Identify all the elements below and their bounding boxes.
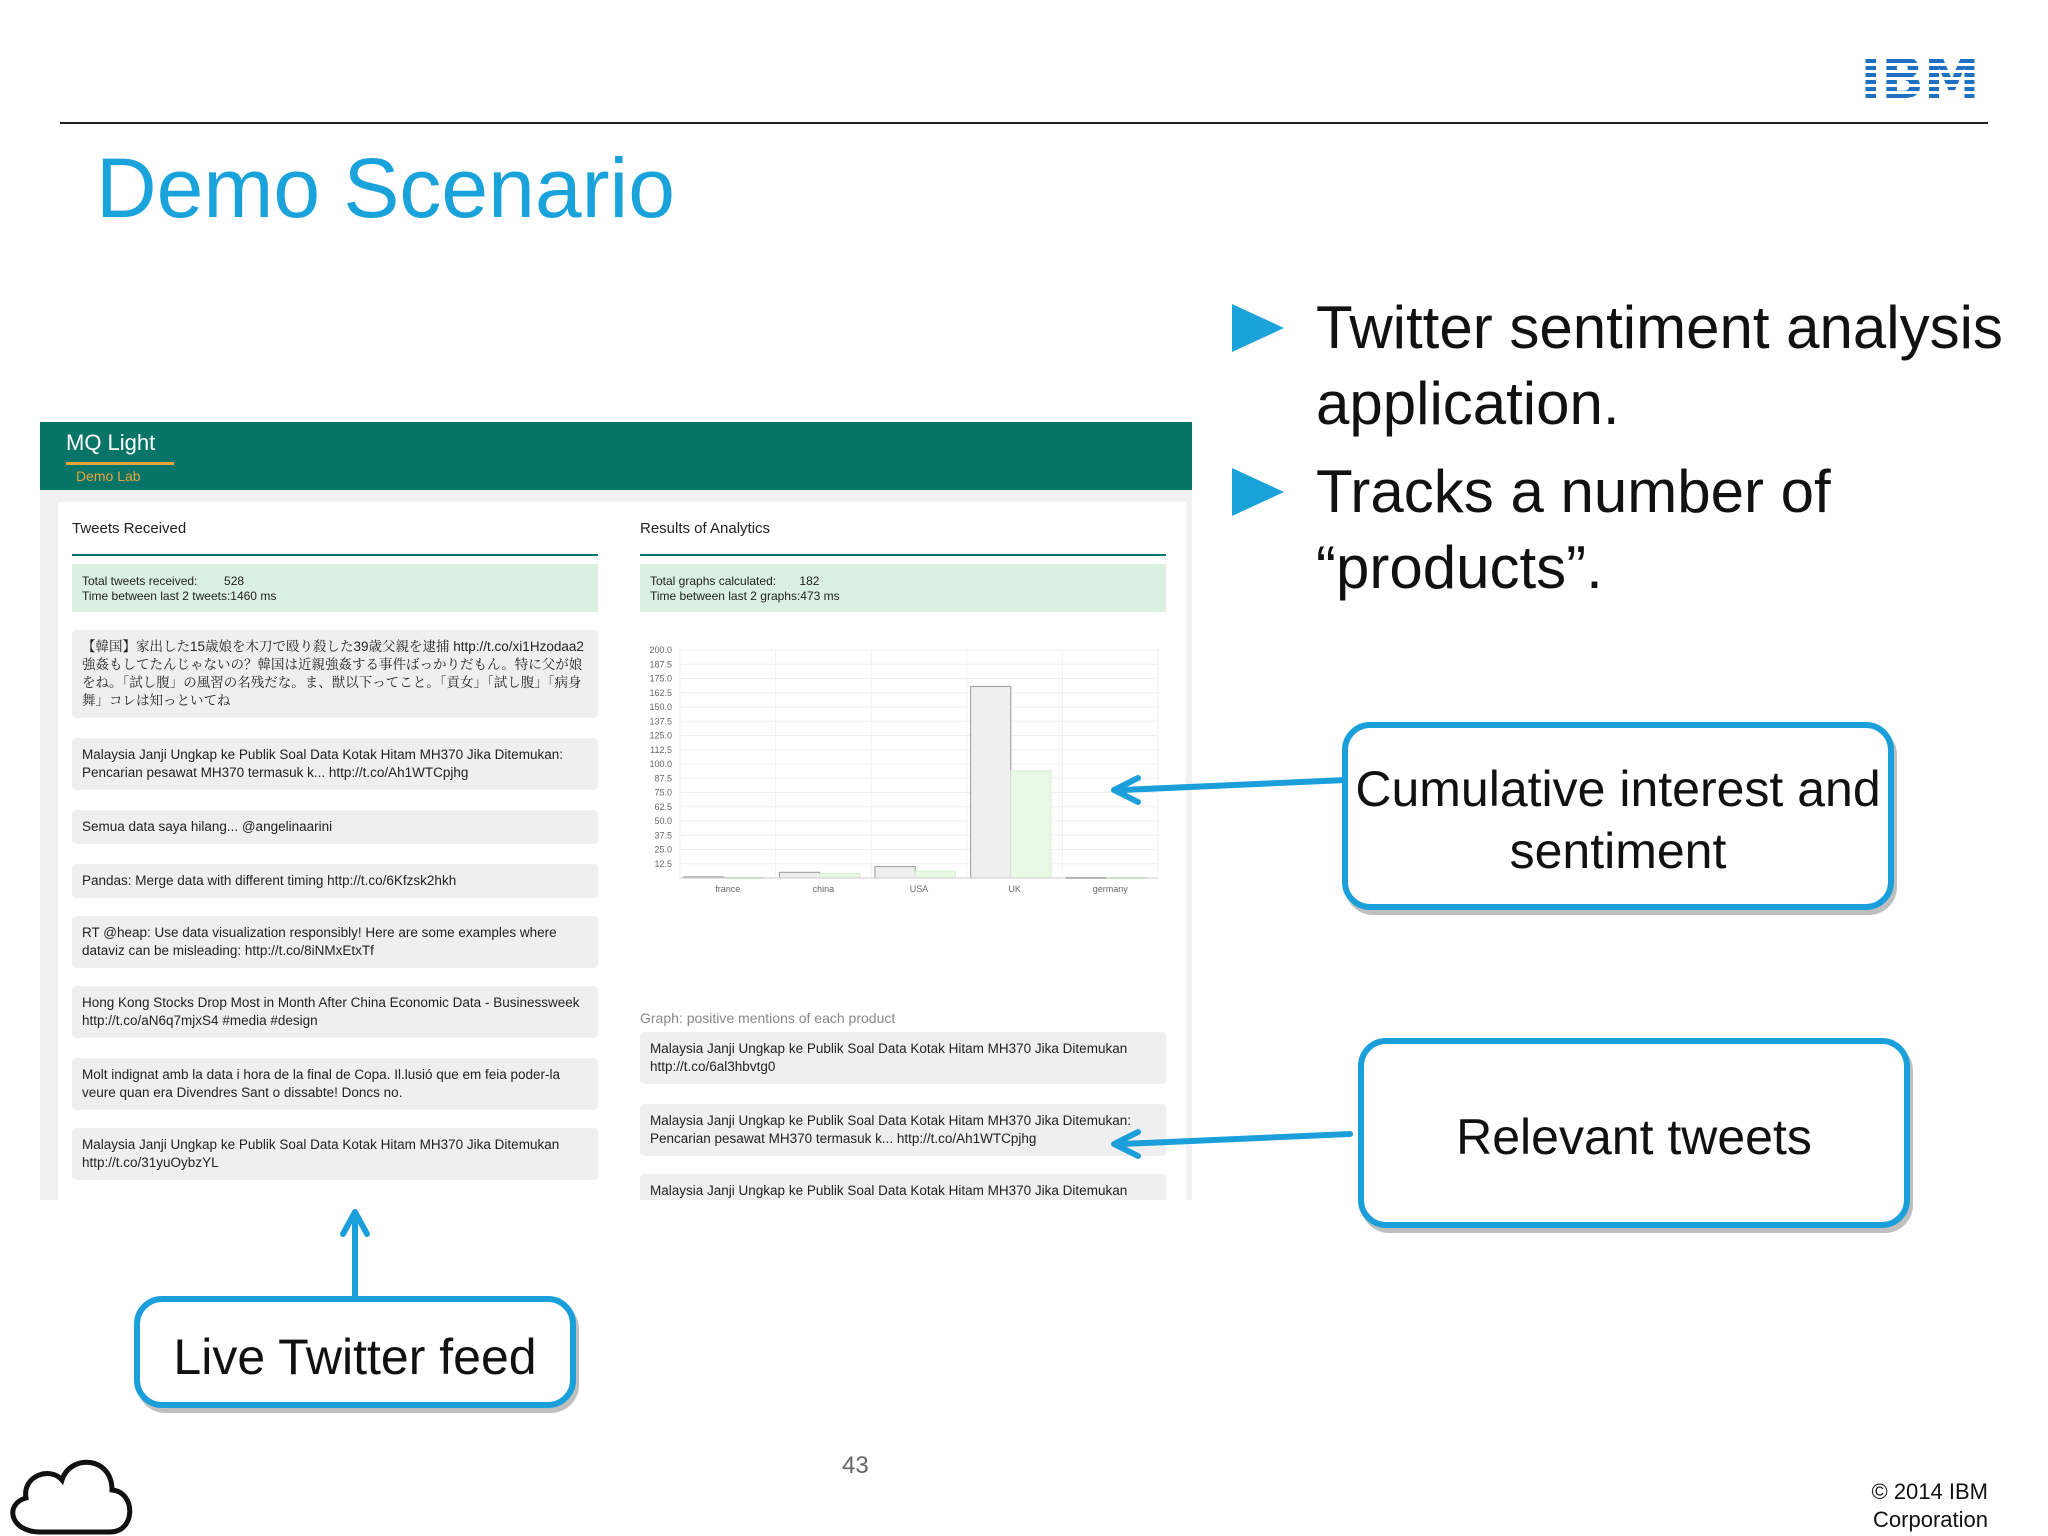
stat-line: Time between last 2 graphs:473 ms	[650, 589, 840, 603]
tweet-item[interactable]: Malaysia Janji Ungkap ke Publik Soal Data Kotak Hitam MH370 Jika Ditemukan http://t.co/6al3hbvtg0	[640, 1032, 1166, 1084]
stat-line: Total graphs calculated: 182	[650, 574, 820, 588]
tweet-item[interactable]: Pandas: Merge data with different timing http://t.co/6Kfzsk2hkh	[72, 864, 598, 898]
callout-relevant: Relevant tweets	[1358, 1038, 1910, 1228]
tweet-item[interactable]: 【韓国】家出した15歳娘を木刀で殴り殺した39歳父親を逮捕 http://t.co/xi1Hzodaa2 強姦もしてたんじゃないの？韓国は近親強姦する事件ばっかりだもん。特に父が娘をね。「試し腹」の風習の名残だな。ま、獣以下ってこと。「貢女」「試し腹」「病身舞」コレは知っといてね	[72, 630, 598, 718]
tweet-item[interactable]: Molt indignat amb la data i hora de la final de Copa. Il.lusió que em feia poder-la veure quan era Divendres Sant o dissabte! Doncs no.	[72, 1058, 598, 1110]
chart-x-tick-label: UK	[1008, 884, 1021, 894]
slide-title: Demo Scenario	[96, 141, 675, 235]
chart-y-tick-label: 162.5	[649, 687, 672, 698]
tweet-item[interactable]: Semua data saya hilang... @angelinaarini	[72, 810, 598, 844]
chart-y-tick-label: 62.5	[654, 801, 672, 812]
tweet-item[interactable]: Malaysia Janji Ungkap ke Publik Soal Data Kotak Hitam MH370 Jika Ditemukan	[640, 1174, 1166, 1200]
chart-x-tick-label: USA	[909, 884, 929, 894]
chart-y-tick-label: 87.5	[654, 773, 672, 784]
chart-x-tick-label: germany	[1092, 884, 1128, 894]
copyright: © 2014 IBM Corporation	[1871, 1479, 1988, 1532]
tweet-item[interactable]: Malaysia Janji Ungkap ke Publik Soal Data Kotak Hitam MH370 Jika Ditemukan http://t.co/31yuOybzYL	[72, 1128, 598, 1180]
chart-y-tick-label: 100.0	[649, 759, 672, 769]
app-name[interactable]: MQ Light	[66, 430, 156, 455]
chart-y-tick-label: 25.0	[654, 844, 672, 855]
panel-title: Tweets Received	[72, 520, 187, 537]
chart-y-tick-label: 37.5	[654, 830, 672, 841]
chart-y-tick-label: 50.0	[654, 816, 672, 826]
bullet-text: Twitter sentiment analysis application.	[1316, 294, 2003, 437]
chart-y-tick-label: 200.0	[649, 645, 672, 655]
chart-y-tick-label: 137.5	[649, 716, 672, 727]
chart-y-tick-label: 75.0	[654, 787, 672, 798]
tweet-item[interactable]: RT @heap: Use data visualization responsibly! Here are some examples where dataviz can be misleading: http://t.co/8iNMxEtxTf	[72, 916, 598, 968]
bullet-text: Tracks a number of “products”.	[1316, 458, 1831, 601]
chart-x-tick-label: china	[812, 884, 835, 894]
stat-line: Total tweets received: 528	[82, 574, 245, 588]
panel-title: Results of Analytics	[640, 520, 771, 537]
arrow-line	[1122, 1134, 1350, 1144]
tweet-item[interactable]: Hong Kong Stocks Drop Most in Month After China Economic Data - Businessweek http://t.co/aN6q7mjxS4 #media #design	[72, 986, 598, 1038]
tweet-item[interactable]: Malaysia Janji Ungkap ke Publik Soal Data Kotak Hitam MH370 Jika Ditemukan: Pencarian pesawat MH370 termasuk k... http://t.co/Ah1WTCpjhg	[72, 738, 598, 790]
tweet-item[interactable]: Malaysia Janji Ungkap ke Publik Soal Data Kotak Hitam MH370 Jika Ditemukan: Pencarian pesawat MH370 termasuk k... http://t.co/Ah1WTCpjhg	[640, 1104, 1166, 1156]
stat-line: Time between last 2 tweets:1460 ms	[82, 589, 277, 603]
chart-y-tick-label: 12.5	[654, 858, 672, 869]
callout-cumulative: Cumulative interest and sentiment	[1342, 722, 1894, 910]
cloud-icon	[0, 1446, 136, 1536]
chart-y-tick-label: 150.0	[649, 702, 672, 712]
arrow-line	[1122, 780, 1346, 790]
chart-x-tick-label: france	[715, 884, 741, 894]
callout-live-feed: Live Twitter feed	[134, 1296, 576, 1408]
chart-y-tick-label: 175.0	[649, 673, 672, 684]
app-subtitle[interactable]: Demo Lab	[76, 468, 141, 484]
chart-y-tick-label: 112.5	[650, 744, 672, 755]
page-number: 43	[842, 1452, 869, 1479]
chart-y-tick-label: 187.5	[649, 659, 672, 670]
graph-caption: Graph: positive mentions of each product	[640, 1010, 896, 1026]
chart-y-tick-label: 125.0	[649, 730, 672, 741]
